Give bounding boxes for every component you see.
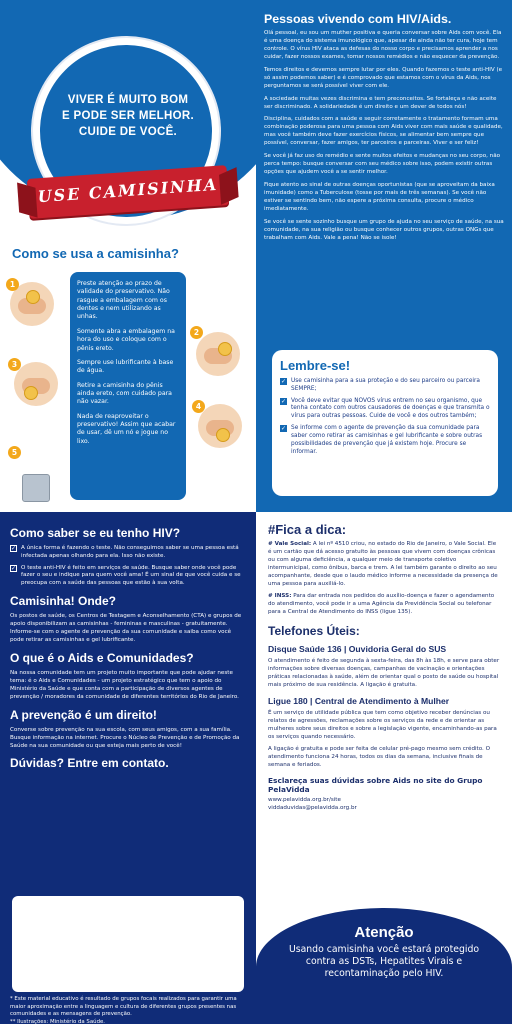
ribbon-text: USE CAMISINHA bbox=[37, 174, 219, 207]
aids-comunidades-text: Na nossa comunidade tem um projeto muito importante que pode ajudar neste tema: é o Aids e Comunidades - um projeto estratégico que tem o apoio do Ministério da Saúde e que conta com a participação de diversos agentes de prevenção / moradores da comunidade de diferentes territórios do Rio de Janeiro. bbox=[10, 669, 239, 700]
howto-step-2: Somente abra a embalagem na hora do uso e coloque com o pênis ereto. bbox=[77, 327, 175, 352]
checkbox-icon: ✓ bbox=[11, 564, 17, 572]
ligue-180-text: É um serviço de utilidade pública que tem como objetivo receber denúncias ou relatos de agressões, reclamações sobre os serviços da rede e de orientar as mulheres sobre seus direitos e sobre a legislação vigente, encaminhando-as para os serviços quando necessário. bbox=[268, 710, 497, 740]
info-panel bbox=[0, 512, 256, 1024]
pelavidda-site-link[interactable]: www.pelavidda.org.br/site bbox=[268, 797, 341, 803]
step-3-illustration bbox=[14, 362, 58, 406]
lembre-title: Lembre-se! bbox=[280, 358, 351, 373]
onde-text: Os postos de saúde, os Centros de Testagem e Aconselhamento (CTA) e grupos de apoio disponibilizam as camisinhas - femininas e masculinas - gratuitamente. Informe-se com o agente de prevenção da sua comunidade e saiba como você pode retirar as camisinhas e gel lubrificante. bbox=[10, 613, 242, 643]
prevencao-title: A prevenção é um direito! bbox=[10, 707, 157, 722]
hiv-body bbox=[264, 30, 504, 248]
pelavidda-email-link[interactable]: viddaduvidas@pelavidda.org.br bbox=[268, 804, 357, 811]
lembre-box bbox=[272, 350, 498, 496]
hiv-paragraph: Disciplina, cuidados com a saúde e seguir corretamente o tratamento formam uma combinação poderosa para uma pessoa com Aids viver com mais saúde e qualidade, mas você também deve fazer exercícios físicos, se alimentar bem sempre que possível, conversar, fazer amigos, ter parceiros e parceiras. Viver e ser feliz! bbox=[264, 116, 503, 147]
inss-text: Para dar entrada nos pedidos do auxílio-doença e fazer o agendamento do atendimento, você pode ir a uma Agência da Previdência Social ou telefonar para a Central de Atendimento do INSS (ligue 135). bbox=[268, 592, 495, 615]
inss-paragraph bbox=[268, 593, 500, 617]
vale-social-text: A lei nº 4510 criou, no estado do Rio de Janeiro, o Vale Social. Ele é um cartão que dá acesso gratuito às pessoas que vivem com doenças crônicas ou com alguma deficiência, a qualquer meio de transporte coletivo intermunicipal, como ônibus, barca e trem. A lei também garante o direito ao seu acompanhante, desde que o laudo médico informe a necessidade da presença de uma pessoa para auxiliá-lo. bbox=[268, 541, 498, 587]
saber-item-text: A única forma é fazendo o teste. Não conseguimos saber se uma pessoa está infectada apenas olhando para ela. Isso não existe. bbox=[21, 545, 239, 559]
inss-label: # INSS: bbox=[268, 592, 292, 599]
checkbox-icon: ✓ bbox=[281, 378, 287, 385]
howto-step-3: Sempre use lubrificante à base de água. bbox=[77, 358, 174, 375]
hiv-paragraph: Se você já faz uso do remédio e sente muitos efeitos e mudanças no seu corpo, não perca tempo: busque conversar com seu médico sobre isso, podem existir outras opções que ajudem você a se sentir melhor. bbox=[264, 153, 501, 176]
hero-line-1: VIVER É MUITO BOM bbox=[67, 94, 189, 106]
saber-item-text: O teste anti-HIV é feito em serviços de saúde. Busque saber onde você pode fazer o seu e indique para quem você ama! É um sinal de que você cuida e se preocupa com a saúde das pessoas que estão à sua volta. bbox=[21, 564, 241, 587]
cover-panel bbox=[0, 0, 256, 512]
condom-icon bbox=[24, 386, 38, 400]
step-number-3: 3 bbox=[8, 358, 21, 371]
hero-line-3: CUIDE DE VOCÊ. bbox=[78, 126, 178, 139]
ligue-180-title: Ligue 180 | Central de Atendimento à Mulher bbox=[268, 696, 450, 707]
lembre-item bbox=[280, 398, 490, 421]
lembre-item-text: Se informe com o agente de prevenção da sua comunidade para saber como retirar as camisinhas e gel lubrificante e sobre outras possibilidades de prevenção que já existem hoje. Procure se informar. bbox=[291, 425, 483, 455]
telefones-title: Telefones Úteis: bbox=[268, 624, 360, 639]
howto-steps-panel bbox=[70, 272, 186, 500]
hiv-paragraph: Se você se sente sozinho busque um grupo de ajuda no seu serviço de saúde, na sua comunidade, na sua religião ou busque conhecer outros grupos, outras ONGs que trabalham com Aids. Vale a pena! Não se isole! bbox=[264, 218, 504, 241]
saber-item bbox=[10, 565, 246, 588]
vale-social-label: # Vale Social: bbox=[268, 541, 312, 547]
step-4-illustration bbox=[198, 404, 242, 448]
prevencao-text: Converse sobre prevenção na sua escola, com seus amigos, com a sua família. Busque informação na internet. Procure o Núcleo de Prevenção e de Promoção da Saúde na sua comunidade ou que esteja mais perto de você! bbox=[10, 726, 240, 749]
step-number-1: 1 bbox=[6, 278, 19, 291]
dica-panel bbox=[256, 512, 512, 1024]
disque-saude-title: Disque Saúde 136 | Ouvidoria Geral do SUS bbox=[268, 644, 447, 655]
step-number-5: 5 bbox=[8, 446, 21, 459]
checkbox-icon: ✓ bbox=[11, 545, 17, 552]
atencao-text: Usando camisinha você estará protegido contra as DSTs, Hepatites Virais e recontaminação pelo HIV. bbox=[288, 944, 480, 980]
step-number-4: 4 bbox=[192, 400, 205, 413]
saber-item bbox=[10, 545, 246, 561]
footnote: * Este material educativo é resultado de grupos focais realizados para garantir uma maior aproximação entre a linguagem e cultura de diferentes grupos presentes nas comunidades e as mensagens de prevenção. bbox=[10, 996, 237, 1018]
esclareca-heading: Esclareça suas dúvidas sobre Aids no site do Grupo PelaVidda bbox=[268, 775, 483, 795]
hero-slogan bbox=[48, 92, 208, 140]
ligue-180-text-2: A ligação é gratuita e pode ser feita de celular pré-pago mesmo sem crédito. O atendimento funciona 24 horas, todos os dias da semana, inclusive finais de semana e feriados. bbox=[268, 745, 491, 768]
howto-step-5: Nada de reaproveitar o preservativo! Assim que acabar de usar, dê um nó e jogue no lixo. bbox=[77, 412, 176, 445]
step-2-illustration bbox=[196, 332, 240, 376]
condom-pack-icon bbox=[26, 290, 40, 304]
lembre-item-text: Você deve evitar que NOVOS vírus entrem no seu organismo, que tenha contato com outros causadores de doenças e que transmita o vírus para outras pessoas. Cuide de você e dos outros também; bbox=[291, 397, 490, 420]
step-number-2: 2 bbox=[190, 326, 203, 339]
footnotes bbox=[10, 996, 246, 1024]
condom-icon bbox=[218, 342, 232, 356]
hiv-paragraph: A sociedade muitas vezes discrimina e tem preconceitos. Se fortaleça e não aceite ser discriminado. A solidariedade é um direito e um dever de todos nós! bbox=[264, 95, 497, 110]
contact-write-area[interactable] bbox=[12, 896, 244, 992]
atencao-callout bbox=[256, 908, 512, 1024]
checkbox-icon: ✓ bbox=[281, 397, 287, 405]
condom-icon bbox=[216, 428, 230, 442]
howto-step-1: Preste atenção ao prazo de validade do preservativo. Não rasgue a embalagem com os dentes e nem utilizando as unhas. bbox=[77, 280, 170, 321]
duvidas-title: Dúvidas? Entre em contato. bbox=[10, 756, 169, 771]
hiv-paragraph: Fique atento ao sinal de outras doenças oportunistas (que se aproveitam da baixa imunidade) como a Tuberculose (tosse por mais de três semanas). Se você não estiver se sentindo bem, não espere a próxima consulta, procure o médico imediatamente. bbox=[264, 182, 495, 212]
saber-title: Como saber se eu tenho HIV? bbox=[10, 526, 181, 540]
dica-content bbox=[268, 522, 500, 817]
lembre-item bbox=[280, 378, 490, 394]
hero-line-2: E PODE SER MELHOR. bbox=[62, 110, 194, 123]
atencao-title: Atenção bbox=[354, 924, 414, 941]
lembre-item bbox=[280, 425, 490, 456]
checkbox-icon: ✓ bbox=[281, 425, 287, 433]
hiv-panel bbox=[256, 0, 512, 512]
hiv-title: Pessoas vivendo com HIV/Aids. bbox=[264, 12, 452, 26]
onde-title: Camisinha! Onde? bbox=[10, 594, 117, 609]
howto-step-4: Retire a camisinha do pênis ainda ereto, com cuidado para não vazar. bbox=[77, 381, 172, 406]
howto-title: Como se usa a camisinha? bbox=[12, 246, 179, 261]
lembre-item-text: Use camisinha para a sua proteção e do seu parceiro ou parceira SEMPRE; bbox=[291, 378, 480, 392]
info-content bbox=[10, 520, 246, 775]
disque-saude-text: O atendimento é feito de segunda à sexta-feira, das 8h às 18h, e serve para obter informações sobre diversas doenças, campanhas de vacinação e orientações práticas relacionadas à saúde, além de orientar qual o posto de saúde ou hospital mais próximo de sua residência. A ligação é gratuita. bbox=[268, 658, 500, 689]
hiv-paragraph: Olá pessoal, eu sou um muther positiva e queria conversar sobre Aids com você. Ela é uma doença do sistema imunológico que, apesar de ainda não ter cura, hoje tem controle. O vírus HIV ataca as defesas do nosso corpo e precisamos aprender a nos cuidar, fazer nossos exames, tomar nossos remédios e não esquecer da prevenção. bbox=[264, 30, 502, 60]
footnote: ** Ilustrações: Ministério da Saúde. bbox=[10, 1018, 106, 1024]
hiv-paragraph: Temos direitos e devemos sempre lutar por eles. Quando fazemos o teste anti-HIV (e só assim podemos saber) e é comprovado que estamos com o vírus da Aids, nos perguntamos se será possível viver com ele. bbox=[264, 66, 503, 89]
trash-bin-icon bbox=[22, 474, 50, 502]
vale-social-paragraph bbox=[268, 541, 500, 589]
dica-title: #Fica a dica: bbox=[268, 522, 347, 537]
aids-comunidades-title: O que é o Aids e Comunidades? bbox=[10, 650, 194, 665]
